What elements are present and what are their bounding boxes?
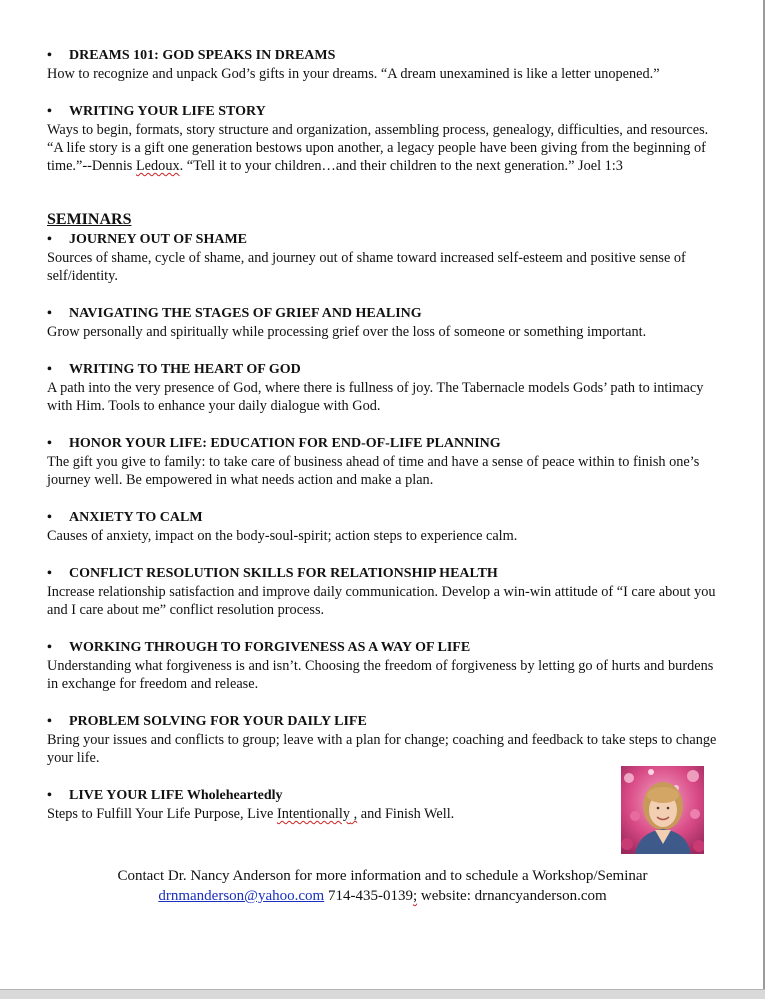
bullet-icon: • bbox=[47, 48, 52, 63]
description-text: Ways to begin, formats, story structure and organization, assembling process, genealogy, difficulties, and resources. “A life story is a gift one generation bestows upon another, a legacy people have been giving from the beginning of time.”--Dennis bbox=[47, 122, 709, 174]
seminar-item-end-of-life bbox=[47, 434, 727, 489]
bullet-icon: • bbox=[47, 714, 52, 729]
item-description: Understanding what forgiveness is and isn’t. Choosing the freedom of forgiveness by letting go of hurts and burdens in exchange for freedom and release. bbox=[47, 658, 714, 692]
bullet-icon: • bbox=[47, 306, 52, 321]
item-heading bbox=[47, 304, 727, 323]
description-text: Steps to Fulfill Your Life Purpose, Live bbox=[47, 806, 277, 822]
bullet-icon: • bbox=[47, 232, 52, 247]
item-title: CONFLICT RESOLUTION SKILLS FOR RELATIONSHIP HEALTH bbox=[69, 566, 498, 581]
seminar-item-anxiety bbox=[47, 508, 727, 545]
item-description: Causes of anxiety, impact on the body-soul-spirit; action steps to experience calm. bbox=[47, 528, 518, 544]
item-title: JOURNEY OUT OF SHAME bbox=[69, 232, 247, 247]
item-title: HONOR YOUR LIFE: EDUCATION FOR END-OF-LIFE PLANNING bbox=[69, 436, 501, 451]
item-title: DREAMS 101: GOD SPEAKS IN DREAMS bbox=[69, 48, 336, 63]
item-heading bbox=[47, 508, 727, 527]
seminar-item-grief bbox=[47, 304, 727, 341]
seminar-item-conflict bbox=[47, 564, 727, 619]
bullet-icon: • bbox=[47, 104, 52, 119]
item-title: WORKING THROUGH TO FORGIVENESS AS A WAY OF LIFE bbox=[69, 640, 471, 655]
description-text: and Finish Well. bbox=[357, 806, 455, 822]
item-title: ANXIETY TO CALM bbox=[69, 510, 203, 525]
contact-details bbox=[0, 886, 765, 906]
item-heading bbox=[47, 434, 727, 453]
seminar-item-shame bbox=[47, 230, 727, 285]
item-description: Increase relationship satisfaction and improve daily communication. Develop a win-win attitude of “I care about you and I care about me” conflict resolution process. bbox=[47, 584, 716, 618]
page-bottom-bar bbox=[0, 990, 765, 999]
presenter-photo bbox=[621, 766, 704, 854]
bullet-icon: • bbox=[47, 510, 52, 525]
item-heading bbox=[47, 712, 727, 731]
item-heading bbox=[47, 360, 727, 379]
website-text: website: drnancyanderson.com bbox=[417, 888, 607, 904]
item-description: Bring your issues and conflicts to group; leave with a plan for change; coaching and feedback to take steps to change your life. bbox=[47, 732, 717, 766]
portrait-image bbox=[621, 766, 704, 854]
document-body bbox=[47, 46, 727, 823]
item-title: WRITING YOUR LIFE STORY bbox=[69, 104, 266, 119]
spellcheck-word: Ledoux bbox=[135, 158, 180, 174]
seminars-heading: SEMINARS bbox=[47, 211, 132, 228]
item-title: NAVIGATING THE STAGES OF GRIEF AND HEALING bbox=[69, 306, 422, 321]
contact-line: Contact Dr. Nancy Anderson for more information and to schedule a Workshop/Seminar bbox=[117, 868, 648, 884]
description-text: . “Tell it to your children…and their children to the next generation.” Joel 1:3 bbox=[179, 158, 623, 174]
item-heading bbox=[47, 46, 727, 65]
contact-block bbox=[0, 866, 765, 906]
item-description: Grow personally and spiritually while processing grief over the loss of someone or something important. bbox=[47, 324, 647, 340]
spellcheck-word: Intentionally bbox=[276, 806, 351, 822]
seminar-item-heart-of-god bbox=[47, 360, 727, 415]
item-heading bbox=[47, 638, 727, 657]
item-description: How to recognize and unpack God’s gifts in your dreams. “A dream unexamined is like a letter unopened.” bbox=[47, 66, 660, 82]
bullet-icon: • bbox=[47, 362, 52, 377]
item-title: WRITING TO THE HEART OF GOD bbox=[69, 362, 301, 377]
item-heading bbox=[47, 564, 727, 583]
seminar-item-problem-solving bbox=[47, 712, 727, 767]
seminar-item-forgiveness bbox=[47, 638, 727, 693]
item-heading bbox=[47, 230, 727, 249]
workshop-item-dreams bbox=[47, 46, 727, 83]
phone-number: 714-435-0139 bbox=[324, 888, 413, 904]
spellcheck-punctuation: , bbox=[350, 806, 358, 822]
bullet-icon: • bbox=[47, 436, 52, 451]
item-title: PROBLEM SOLVING FOR YOUR DAILY LIFE bbox=[69, 714, 367, 729]
item-heading bbox=[47, 102, 727, 121]
spellcheck-punctuation: ; bbox=[412, 888, 418, 904]
workshop-item-life-story bbox=[47, 102, 727, 175]
bullet-icon: • bbox=[47, 566, 52, 581]
item-description: Sources of shame, cycle of shame, and journey out of shame toward increased self-esteem and positive sense of self/identity. bbox=[47, 250, 686, 284]
email-link[interactable]: drnmanderson@yahoo.com bbox=[158, 888, 325, 904]
item-description bbox=[47, 121, 727, 175]
item-description: The gift you give to family: to take care of business ahead of time and have a sense of peace within to finish one’s journey well. Be empowered in what needs action and make a plan. bbox=[47, 454, 700, 488]
item-description: A path into the very presence of God, where there is fullness of joy. The Tabernacle models Gods’ path to intimacy with Him. Tools to enhance your daily dialogue with God. bbox=[47, 380, 704, 414]
bullet-icon: • bbox=[47, 640, 52, 655]
bullet-icon: • bbox=[47, 788, 52, 803]
item-title: LIVE YOUR LIFE Wholeheartedly bbox=[69, 788, 283, 803]
